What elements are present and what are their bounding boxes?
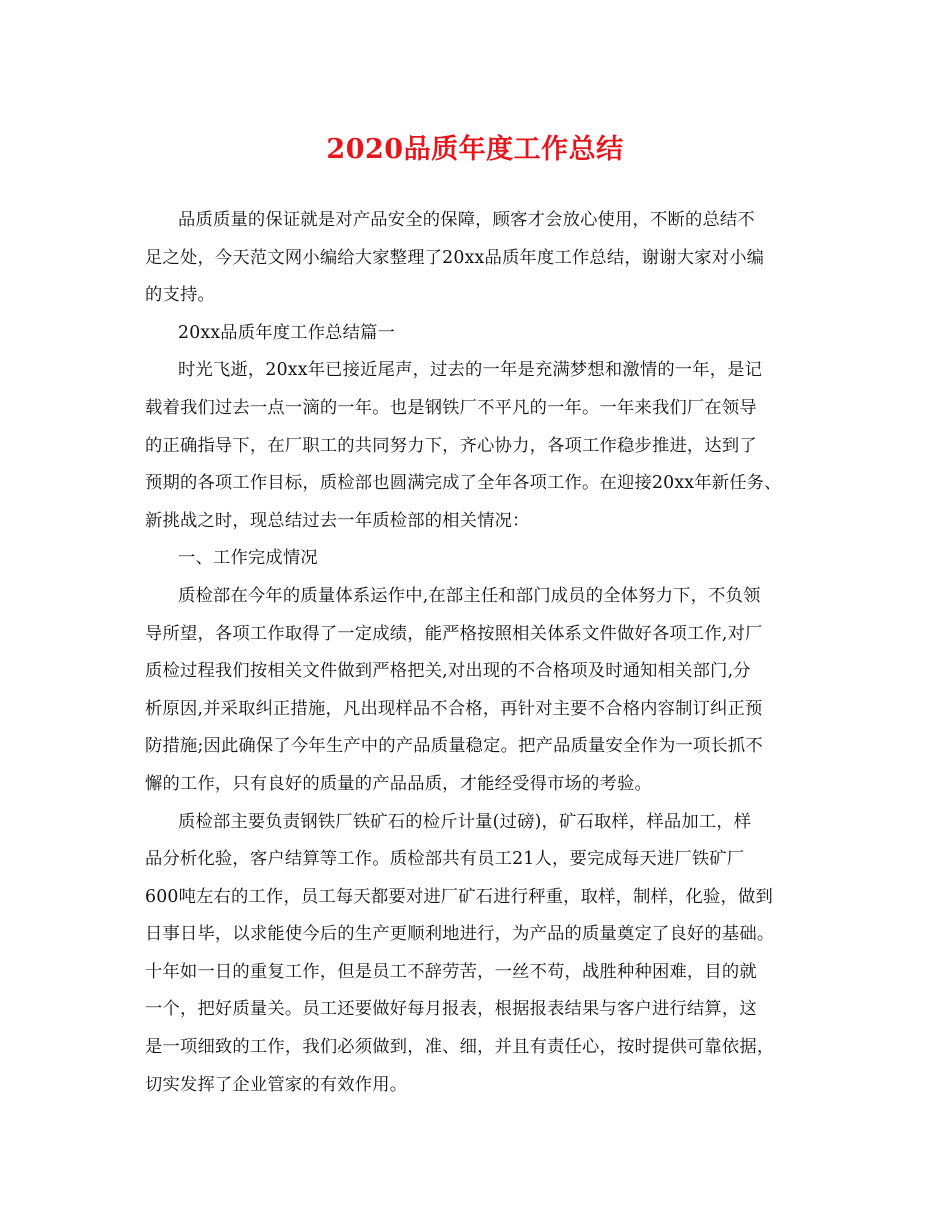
text-line: 预期的各项工作目标，质检部也圆满完成了全年各项工作。在迎接20xx年新任务、 xyxy=(145,473,782,494)
document-title: 2020品质年度工作总结 xyxy=(326,134,624,165)
text-line: 十年如一日的重复工作，但是员工不辞劳苦，一丝不苟，战胜种种困难，目的就 xyxy=(145,961,757,982)
text-line: 足之处，今天范文网小编给大家整理了20xx品质年度工作总结，谢谢大家对小编 xyxy=(145,247,765,268)
text-line: 时光飞逝，20xx年已接近尾声，过去的一年是充满梦想和激情的一年，是记 xyxy=(178,360,763,381)
text-line: 质检部在今年的质量体系运作中,在部主任和部门成员的全体努力下，不负领 xyxy=(178,585,761,606)
text-line: 日事日毕，以求能使今后的生产更顺利地进行，为产品的质量奠定了良好的基础。 xyxy=(145,924,775,945)
text-line: 析原因,并采取纠正措施，凡出现样品不合格，再针对主要不合格内容制订纠正预 xyxy=(145,698,763,719)
text-line: 载着我们过去一点一滴的一年。也是钢铁厂不平凡的一年。一年来我们厂在领导 xyxy=(145,397,757,418)
text-line: 质检部主要负责钢铁厂铁矿石的检斤计量(过磅)，矿石取样，样品加工，样 xyxy=(178,811,752,832)
text-line: 导所望，各项工作取得了一定成绩，能严格按照相关体系文件做好各项工作,对厂 xyxy=(145,623,763,644)
text-line: 品分析化验，客户结算等工作。质检部共有员工21人，要完成每天进厂铁矿厂 xyxy=(145,849,745,870)
text-line: 的正确指导下，在厂职工的共同努力下，齐心协力，各项工作稳步推进，达到了 xyxy=(145,435,757,456)
text-line: 的支持。 xyxy=(145,285,215,306)
text-line: 是一项细致的工作，我们必须做到，准、细，并且有责任心，按时提供可靠依据， xyxy=(145,1037,775,1058)
text-line: 品质质量的保证就是对产品安全的保障，顾客才会放心使用，不断的总结不 xyxy=(178,210,755,230)
text-line: 一个，把好质量关。员工还要做好每月报表，根据报表结果与客户进行结算，这 xyxy=(145,999,757,1020)
section-heading: 一、工作完成情况 xyxy=(178,548,318,569)
section-heading: 20xx品质年度工作总结篇一 xyxy=(178,322,396,343)
text-line: 防措施;因此确保了今年生产中的产品质量稳定。把产品质量安全作为一项长抓不 xyxy=(145,736,763,757)
text-line: 600吨左右的工作，员工每天都要对进厂矿石进行秤重，取样，制样，化验，做到 xyxy=(145,886,773,907)
text-line: 质检过程我们按相关文件做到严格把关,对出现的不合格项及时通知相关部门,分 xyxy=(145,661,751,682)
text-line: 懈的工作，只有良好的质量的产品品质，才能经受得市场的考验。 xyxy=(145,773,652,794)
text-line: 切实发挥了企业管家的有效作用。 xyxy=(145,1074,408,1095)
document-body xyxy=(145,202,810,1104)
text-line: 新挑战之时，现总结过去一年质检部的相关情况： xyxy=(145,510,530,531)
